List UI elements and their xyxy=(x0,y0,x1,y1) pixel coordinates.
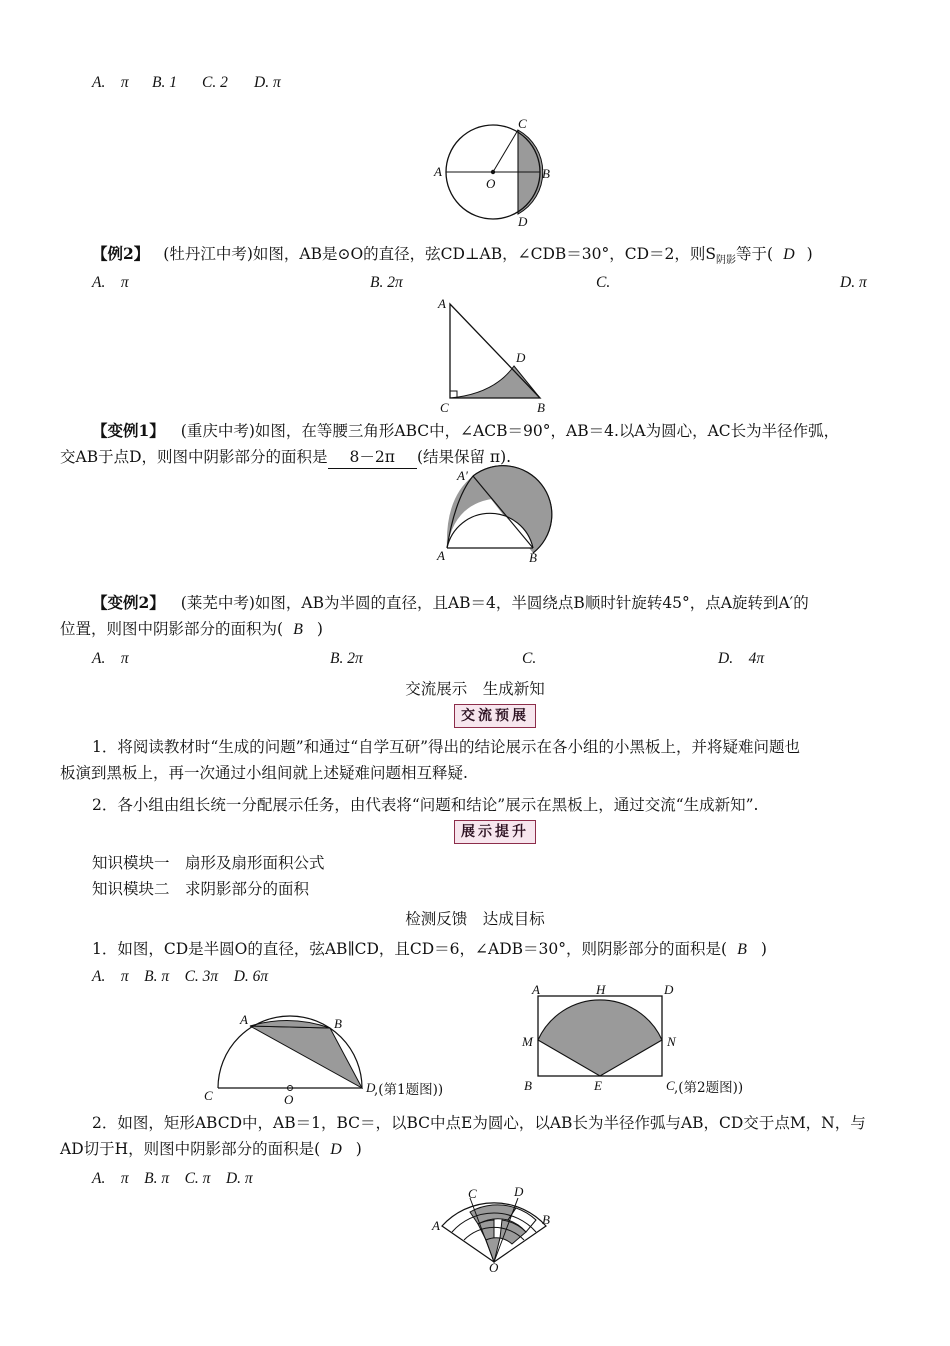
label-a: A xyxy=(434,164,442,179)
module-1: 知识模块一 扇形及扇形面积公式 xyxy=(92,854,325,872)
variant2-answer: B xyxy=(293,621,303,638)
variant2-text2: 位置，则图中阴影部分的面积为( xyxy=(60,620,284,638)
variant1-line1 xyxy=(92,420,839,442)
shaded-sector xyxy=(538,1000,662,1076)
example2-text-end: 等于( xyxy=(736,245,774,263)
q2-options: A. π B. π C. π D. π xyxy=(92,1170,253,1187)
example2-text: (牡丹江中考)如图，AB是⊙O的直径，弦CD⊥AB，∠CDB＝30°，CD＝2，则S xyxy=(163,245,717,263)
q1-options: A. π B. π C. 3π D. 6π xyxy=(92,968,269,985)
option-a: A. π xyxy=(92,74,129,91)
label-e: E xyxy=(594,1078,602,1093)
q1-close: ) xyxy=(760,940,767,958)
label-b: B xyxy=(529,550,537,565)
exchange-item2: 2．各小组由组长统一分配展示任务，由代表将“问题和结论”展示在黑板上，通过交流“生成新知”. xyxy=(92,796,759,814)
q1-figure xyxy=(198,1008,488,1107)
q1-line xyxy=(92,938,767,961)
variant2-line2 xyxy=(60,618,323,641)
label-o: O xyxy=(489,1260,499,1275)
q2-caption: ,(第2题图)) xyxy=(674,1080,744,1096)
label-a: A xyxy=(532,982,540,997)
variant1-line2 xyxy=(60,446,511,469)
label-b: B xyxy=(542,1212,550,1227)
q2-answer: D xyxy=(330,1141,342,1158)
example2-close: ) xyxy=(806,245,813,263)
label-a: A xyxy=(432,1218,440,1233)
label-c: C xyxy=(440,400,449,415)
label-c: C xyxy=(666,1078,675,1093)
variant1-answer: 8－2π xyxy=(328,446,417,469)
variant1-tag: 【变例1】 xyxy=(92,421,165,440)
triangle-figure xyxy=(430,296,560,416)
label-o: O xyxy=(284,1092,294,1107)
label-a: A xyxy=(437,548,445,563)
label-b: B xyxy=(537,400,545,415)
variant2-option-c: C. xyxy=(522,650,537,667)
label-a: A xyxy=(438,296,446,311)
banner-exchange-preview: 交流预展 xyxy=(454,704,536,728)
example2-option-c: C. xyxy=(596,274,611,291)
label-d: D xyxy=(514,1184,524,1199)
variant1-text2: 交AB于点D，则图中阴影部分的面积是 xyxy=(60,448,328,466)
variant2-tag: 【变例2】 xyxy=(92,593,165,612)
label-m: M xyxy=(522,1034,533,1049)
shaded-region xyxy=(450,366,540,398)
label-d: D xyxy=(664,982,674,997)
q2-figure xyxy=(510,982,810,1102)
label-c: C xyxy=(468,1186,477,1201)
q1-caption: ,(第1题图)) xyxy=(374,1082,444,1098)
variant2-text1: (莱芜中考)如图，AB为半圆的直径，且AB＝4，半圆绕点B顺时针旋转45°，点A旋转到A′的 xyxy=(180,594,809,612)
label-d: D xyxy=(518,214,528,229)
label-b: B xyxy=(334,1016,342,1031)
label-a-prime: A′ xyxy=(457,468,468,483)
label-n: N xyxy=(667,1034,676,1049)
example2-tag: 【例2】 xyxy=(92,244,150,263)
label-o: O xyxy=(486,176,496,191)
banner-display-improve: 展示提升 xyxy=(454,820,536,844)
example2-line xyxy=(92,243,813,272)
variant2-close: ) xyxy=(316,620,323,638)
label-h: H xyxy=(596,982,606,997)
label-d: D xyxy=(366,1080,376,1095)
option-b: B. 1 xyxy=(152,74,177,91)
semicircle-figure xyxy=(425,468,555,566)
label-a: A xyxy=(240,1012,248,1027)
variant2-option-d: D. 4π xyxy=(718,650,765,667)
label-c: C xyxy=(204,1088,213,1103)
circle-figure xyxy=(420,118,560,230)
variant1-text1: (重庆中考)如图，在等腰三角形ABC中，∠ACB＝90°，AB＝4.以A为圆心，AC长为半径作弧， xyxy=(180,422,840,440)
shaded-triangle xyxy=(250,1026,362,1088)
variant2-line1 xyxy=(92,592,809,614)
radius-oc xyxy=(493,130,518,172)
q1-answer: B xyxy=(737,941,747,958)
section-title-feedback: 检测反馈 达成目标 xyxy=(405,910,545,928)
label-b: B xyxy=(542,166,550,181)
example2-answer: D xyxy=(783,246,795,263)
q2-line2 xyxy=(60,1138,362,1161)
q2-close: ) xyxy=(355,1140,362,1158)
example2-option-d: D. π xyxy=(840,274,867,291)
label-b: B xyxy=(524,1078,532,1093)
variant1-text3: (结果保留 π). xyxy=(416,448,512,466)
exchange-item1-line1: 1．将阅读教材时“生成的问题”和通过“自学互研”得出的结论展示在各小组的小黑板上，并将疑难问题也 xyxy=(92,738,801,756)
variant2-option-a: A. π xyxy=(92,650,129,667)
center-point xyxy=(491,170,495,174)
section-title-exchange: 交流展示 生成新知 xyxy=(405,680,545,698)
q1-text: 1．如图，CD是半圆O的直径，弦AB∥CD，且CD＝6，∠ADB＝30°，则阴影部分的面积是( xyxy=(92,940,728,958)
module-2: 知识模块二 求阴影部分的面积 xyxy=(92,880,310,898)
q2-line1: 2．如图，矩形ABCD中，AB＝1，BC＝，以BC中点E为圆心，以AB长为半径作弧与AB，CD交于点M，N，与 xyxy=(92,1114,866,1132)
label-d: D xyxy=(516,350,526,365)
q2-text: AD切于H，则图中阴影部分的面积是( xyxy=(60,1140,321,1158)
example2-option-b: B. 2π xyxy=(370,274,403,291)
fan-figure xyxy=(428,1184,558,1275)
exchange-item1-line2: 板演到黑板上，再一次通过小组间就上述疑难问题相互释疑. xyxy=(60,764,468,782)
label-c: C xyxy=(518,116,527,131)
option-d: D. π xyxy=(254,74,281,91)
example2-sub: 阴影 xyxy=(716,255,737,267)
example2-option-a: A. π xyxy=(92,274,129,291)
variant2-option-b: B. 2π xyxy=(330,650,363,667)
option-c: C. 2 xyxy=(202,74,228,91)
